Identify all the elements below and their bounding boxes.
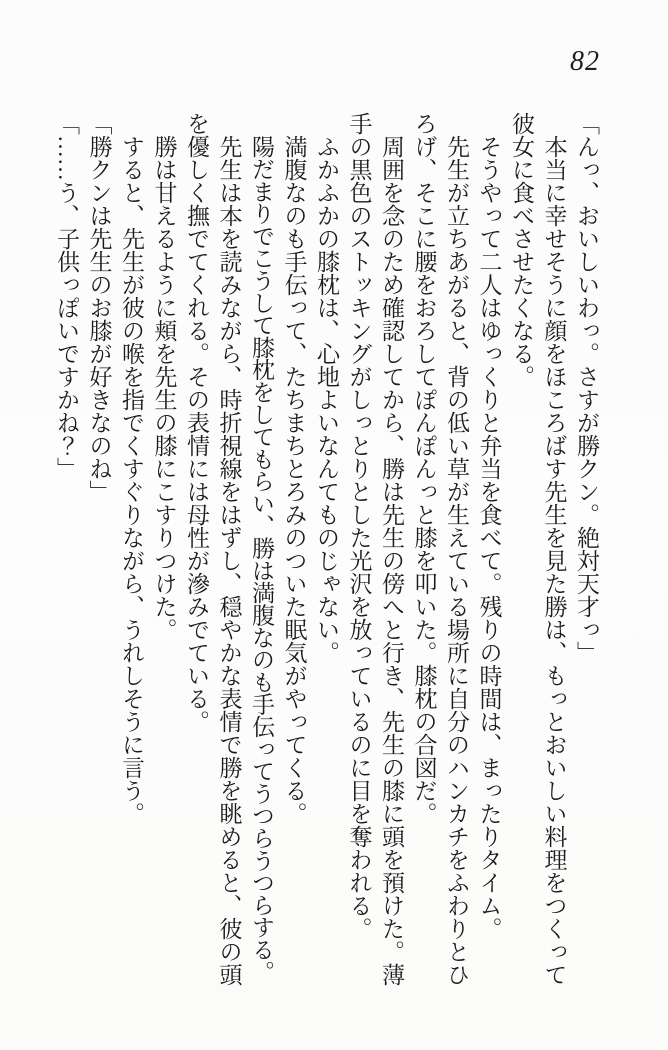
paragraph: 勝は甘えるように頬を先生の膝にこすりつけた。 — [151, 135, 177, 641]
page-number: 82 — [570, 46, 600, 77]
paragraph: 陽だまりでこうして膝枕をしてもらい、勝は満腹なのも手伝ってうつらうつらする。 — [249, 135, 274, 983]
paragraph-dialogue: 「……う、子供っぽいですかね？」 — [54, 112, 79, 480]
paragraph: 先生は本を読みながら、時折視線をはずし、穏やかな表情で勝を眺めると、彼の頭を優しく撫でてくれる。その表情には母性が滲みでている。 — [184, 112, 242, 986]
vertical-text-block — [50, 112, 603, 996]
paragraph-dialogue: 「んっ、おいしいわっ。さすが勝クン。絶対天才っ」 — [574, 112, 599, 664]
paragraph-dialogue: 「勝クンは先生のお膝が好きなのね」 — [86, 112, 112, 503]
paragraph: そうやって二人はゆっくりと弁当を食べて。残りの時間は、まったりタイム。 — [476, 135, 502, 940]
paragraph: 本当に幸せそうに顔をほころばす先生を見た勝は、もっとおいしい料理をつくって彼女に食べさせたくなる。 — [509, 112, 567, 986]
paragraph: 先生が立ちあがると、背の低い草が生えている場所に自分のハンカチをふわりとひろげ、そこに腰をおろしてぽんぽんっと膝を叩いた。膝枕の合図だ。 — [411, 112, 469, 986]
paragraph: ふかふかの膝枕は、心地よいなんてものじゃない。 — [314, 135, 339, 664]
paragraph: すると、先生が彼の喉を指でくすぐりながら、うれしそうに言う。 — [119, 135, 144, 825]
paragraph: 周囲を念のため確認してから、勝は先生の傍へと行き、先生の膝に頭を預けた。薄手の黒色のストッキングがしっとりとした光沢を放っているのに目を奪われる。 — [346, 112, 404, 986]
paragraph: 満腹なのも手伝って、たちまちとろみのついた眠気がやってくる。 — [281, 135, 307, 825]
